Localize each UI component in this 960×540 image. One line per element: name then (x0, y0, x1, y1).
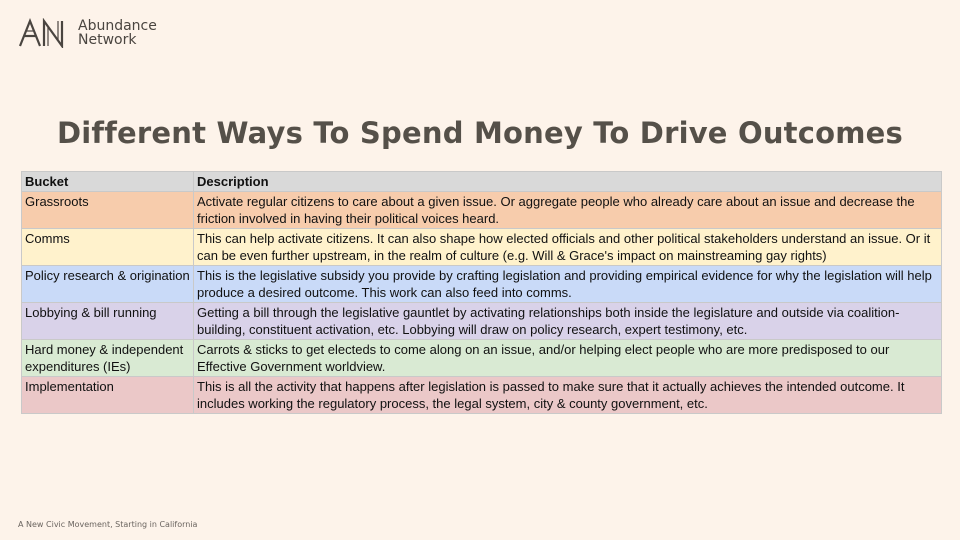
brand-logo (18, 18, 157, 48)
bucket-cell: Comms (22, 229, 194, 266)
description-cell: Activate regular citizens to care about a given issue. Or aggregate people who already care about an issue and decrease the friction involved in having their political voices heard. (194, 192, 942, 229)
table-row (22, 266, 942, 303)
brand-name-line2: Network (78, 32, 137, 48)
description-cell: This is all the activity that happens after legislation is passed to make sure that it actually achieves the intended outcome. It includes working the regulatory process, the legal system, city & county government, etc. (194, 377, 942, 414)
header-description: Description (194, 172, 942, 192)
brand-name (78, 19, 157, 47)
description-cell: This can help activate citizens. It can also shape how elected officials and other political stakeholders understand an issue. Or it can be even further upstream, in the realm of culture (e.g. Will & Grace's impact on mainstreaming gay rights) (194, 229, 942, 266)
bucket-cell: Grassroots (22, 192, 194, 229)
bucket-cell: Hard money & independent expenditures (IEs) (22, 340, 194, 377)
description-cell: Getting a bill through the legislative gauntlet by activating relationships both inside the legislature and outside via coalition-building, constituent activation, etc. Lobbying will draw on policy research, expert testimony, etc. (194, 303, 942, 340)
brand-name-line1: Abundance (78, 18, 157, 34)
table-row (22, 340, 942, 377)
bucket-cell: Lobbying & bill running (22, 303, 194, 340)
table-row (22, 229, 942, 266)
table-row (22, 303, 942, 340)
abundance-network-logo-icon (18, 18, 70, 48)
bucket-cell: Policy research & origination (22, 266, 194, 303)
header-bucket: Bucket (22, 172, 194, 192)
spending-buckets-table (21, 171, 942, 414)
table-header-row (22, 172, 942, 192)
table-row (22, 192, 942, 229)
description-cell: This is the legislative subsidy you provide by crafting legislation and providing empirical evidence for why the legislation will help produce a desired outcome. This work can also feed into comms. (194, 266, 942, 303)
table-row (22, 377, 942, 414)
description-cell: Carrots & sticks to get electeds to come along on an issue, and/or helping elect people who are more predisposed to our Effective Government worldview. (194, 340, 942, 377)
slide-title: Different Ways To Spend Money To Drive Outcomes (57, 116, 903, 150)
footer-tagline: A New Civic Movement, Starting in California (18, 520, 198, 529)
bucket-cell: Implementation (22, 377, 194, 414)
